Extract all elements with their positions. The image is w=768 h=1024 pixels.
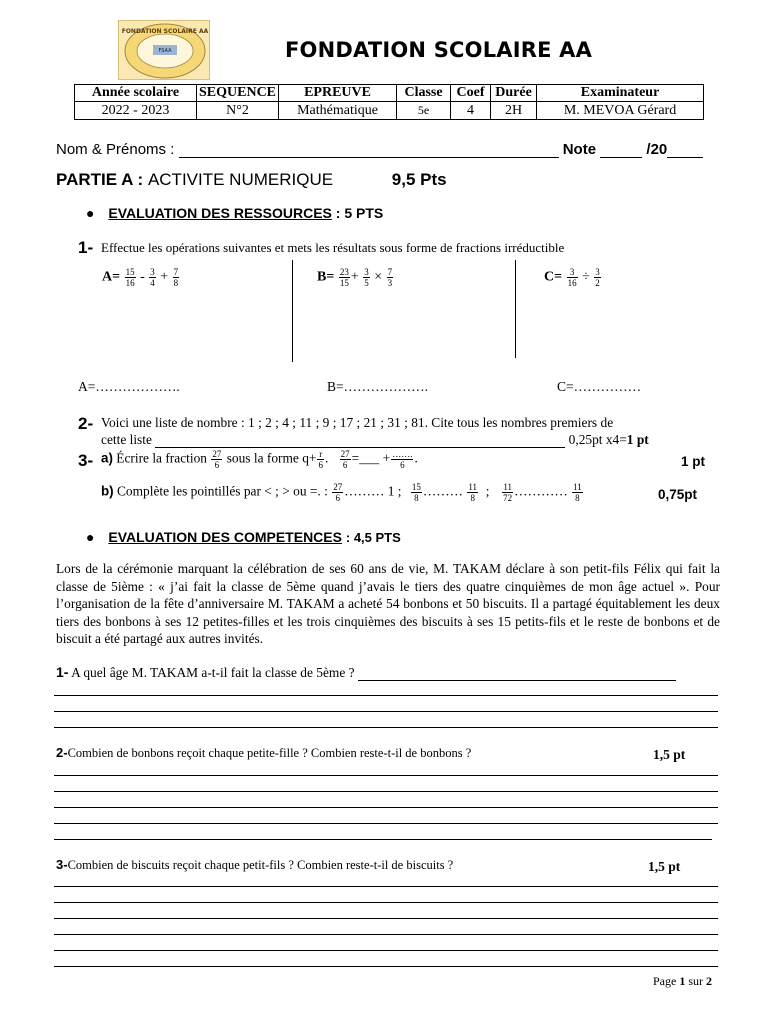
- q3b-text: Complète les pointillés par < ; > ou =. :: [117, 483, 328, 499]
- q3a-label: a): [101, 450, 113, 466]
- q2-answer-field[interactable]: [155, 447, 565, 448]
- q2-line2: [101, 432, 649, 448]
- q3a-equation: =___ +: [351, 450, 391, 466]
- note-label: Note: [562, 141, 597, 158]
- classe-value: 5e: [417, 103, 430, 117]
- comp-q3-text: Combien de biscuits reçoit chaque petit-fils ? Combien reste-t-il de biscuits ?: [67, 858, 454, 872]
- header-cell: Durée: [491, 85, 537, 102]
- partie-a-label: ACTIVITE NUMERIQUE: [147, 170, 334, 189]
- name-label: Nom & Prénoms :: [56, 141, 175, 158]
- bullet-icon: ●: [86, 205, 95, 221]
- comp-q3-line: [56, 857, 453, 873]
- ressources-points: : 5 PTS: [335, 205, 384, 221]
- page-number: [653, 974, 712, 989]
- q3b-label: b): [101, 483, 114, 499]
- expr-c-label: C=: [544, 269, 563, 285]
- note-total: /20: [646, 141, 668, 158]
- answer-line[interactable]: [54, 791, 718, 792]
- header-cell: EPREUVE: [279, 85, 397, 102]
- answer-line[interactable]: [54, 823, 718, 824]
- comp-q3-number: 3-: [56, 857, 68, 872]
- table-cell: 2H: [491, 102, 537, 120]
- name-row: [56, 141, 703, 158]
- comp-q1-line: [56, 664, 676, 681]
- comp-q3-points: 1,5 pt: [648, 859, 681, 874]
- table-cell: M. MEVOA Gérard: [537, 102, 704, 120]
- header-cell: Année scolaire: [75, 85, 197, 102]
- q2-points-bold: 1 pt: [626, 432, 649, 447]
- table-row: [75, 102, 704, 120]
- table-cell: 4: [451, 102, 491, 120]
- answer-line[interactable]: [54, 727, 718, 728]
- answer-c[interactable]: C=……………: [557, 379, 642, 394]
- q3a-points: 1 pt: [681, 454, 706, 469]
- comp-q2-points: 1,5 pt: [653, 747, 686, 762]
- note-total-line: [667, 157, 703, 158]
- logo-text: FONDATION SCOLAIRE AA: [121, 28, 209, 35]
- q3b-points: 0,75pt: [658, 487, 698, 502]
- exam-info-table: [74, 84, 704, 120]
- page-mid: sur: [688, 974, 703, 988]
- header-cell: Examinateur: [537, 85, 704, 102]
- partie-a-title: [56, 170, 447, 190]
- divider-line: [515, 260, 516, 358]
- answer-line[interactable]: [54, 918, 718, 919]
- answer-b[interactable]: B=……………….: [327, 379, 428, 394]
- divider-line: [292, 260, 293, 362]
- answer-line[interactable]: [54, 886, 718, 887]
- header-cell: Classe: [397, 85, 451, 102]
- answer-a[interactable]: A=……………….: [78, 379, 180, 394]
- answer-line[interactable]: [54, 807, 718, 808]
- answer-line[interactable]: [54, 711, 718, 712]
- q3b-line: b) Complète les pointillés par < ; > ou =. : $\frac{27}{6}$ ……… 1 ; $\frac{15}{8}$ ……… $\frac{11}{8}$ ; $\frac{11}{72}$ ………… $\frac{11}{8}$: [101, 482, 582, 503]
- expression-b: B= $\frac{23}{15}$ + $\frac{3}{5}$ × $\frac{7}{3}$: [317, 267, 393, 288]
- q3-number: 3-: [78, 451, 94, 470]
- partie-a-points: 9,5 Pts: [391, 170, 447, 189]
- answer-line[interactable]: [54, 775, 718, 776]
- header-cell: SEQUENCE: [197, 85, 279, 102]
- answer-line[interactable]: [54, 902, 718, 903]
- table-header-row: [75, 85, 704, 102]
- partie-a-prefix: PARTIE A :: [56, 170, 144, 189]
- expression-c: C= $\frac{3}{16}$ ÷ $\frac{3}{2}$: [544, 267, 600, 288]
- comp-q1-number: 1-: [56, 664, 69, 680]
- svg-text:FSAA: FSAA: [158, 48, 172, 54]
- name-field[interactable]: [179, 157, 559, 158]
- answer-line[interactable]: [54, 934, 718, 935]
- ressources-title: EVALUATION DES RESSOURCES: [108, 205, 332, 221]
- problem-paragraph: Lors de la cérémonie marquant la célébration de ses 60 ans de vie, M. TAKAM déclare à son petit-fils Félix qui fait la classe de 5ième : « j’ai fait la classe de 5ème quand j’avais le tiers des quatre cinquièmes de mon âge actuel ». Pour l’organisation de la fête d’anniversaire M. TAKAM a acheté 54 bonbons et 50 biscuits. Il a partagé équitablement les deux tiers des bonbons à ses 12 petites-filles et les trois cinquièmes des biscuits à ses 15 petits-fils et le reste de bonbons et de biscuit a été partagé aux autres invités.: [56, 561, 720, 646]
- expr-b-label: B=: [317, 269, 335, 285]
- page-total: 2: [706, 974, 712, 988]
- table-cell: 2022 - 2023: [75, 102, 197, 120]
- header-cell: Coef: [451, 85, 491, 102]
- answer-line[interactable]: [54, 695, 718, 696]
- answer-line[interactable]: [54, 950, 718, 951]
- q3a-text: Écrire la fraction: [116, 450, 207, 466]
- note-field[interactable]: [600, 157, 642, 158]
- comp-q2-number: 2-: [56, 745, 68, 760]
- expr-a-label: A=: [102, 269, 121, 285]
- q2-number: 2-: [78, 414, 94, 433]
- q3a-line: a) Écrire la fraction $\frac{27}{6}$ sous la forme q+ $\frac{r}{6}$ . $\frac{27}{6}$ =___ + $\frac{\dots\dots.}{6}$ .: [101, 449, 418, 470]
- q2-points: 0,25pt x4=: [568, 432, 627, 447]
- expression-a: A= $\frac{15}{16}$ - $\frac{3}{4}$ + $\frac{7}{8}$: [102, 267, 179, 288]
- bullet-icon: ●: [86, 529, 95, 545]
- table-cell: [397, 102, 451, 120]
- comp-q1-text: A quel âge M. TAKAM a-t-il fait la classe de 5ème ?: [71, 665, 355, 680]
- comp-q1-field[interactable]: [358, 680, 676, 681]
- competences-title: EVALUATION DES COMPETENCES: [108, 529, 342, 545]
- competences-heading: [86, 529, 401, 545]
- page-current: 1: [679, 974, 686, 988]
- comp-q2-line: [56, 745, 471, 761]
- table-cell: N°2: [197, 102, 279, 120]
- q3a-text2: sous la forme q+: [226, 450, 317, 466]
- competences-points: : 4,5 PTS: [345, 530, 401, 545]
- q1-number: 1-: [78, 238, 94, 257]
- page-prefix: Page: [653, 974, 677, 988]
- answer-line[interactable]: [54, 839, 712, 840]
- ressources-heading: [86, 205, 383, 221]
- q1-text: Effectue les opérations suivantes et mets les résultats sous forme de fractions irréductible: [101, 240, 565, 255]
- school-logo: [118, 20, 210, 80]
- q2-text: Voici une liste de nombre : 1 ; 2 ; 4 ; 11 ; 9 ; 17 ; 21 ; 31 ; 81. Cite tous les nombres premiers de: [101, 415, 614, 430]
- answer-line[interactable]: [54, 966, 718, 967]
- school-title: FONDATION SCOLAIRE AA: [285, 38, 593, 62]
- q2-text2: cette liste: [101, 432, 152, 447]
- table-cell: Mathématique: [279, 102, 397, 120]
- comp-q2-text: Combien de bonbons reçoit chaque petite-fille ? Combien reste-t-il de bonbons ?: [67, 746, 472, 760]
